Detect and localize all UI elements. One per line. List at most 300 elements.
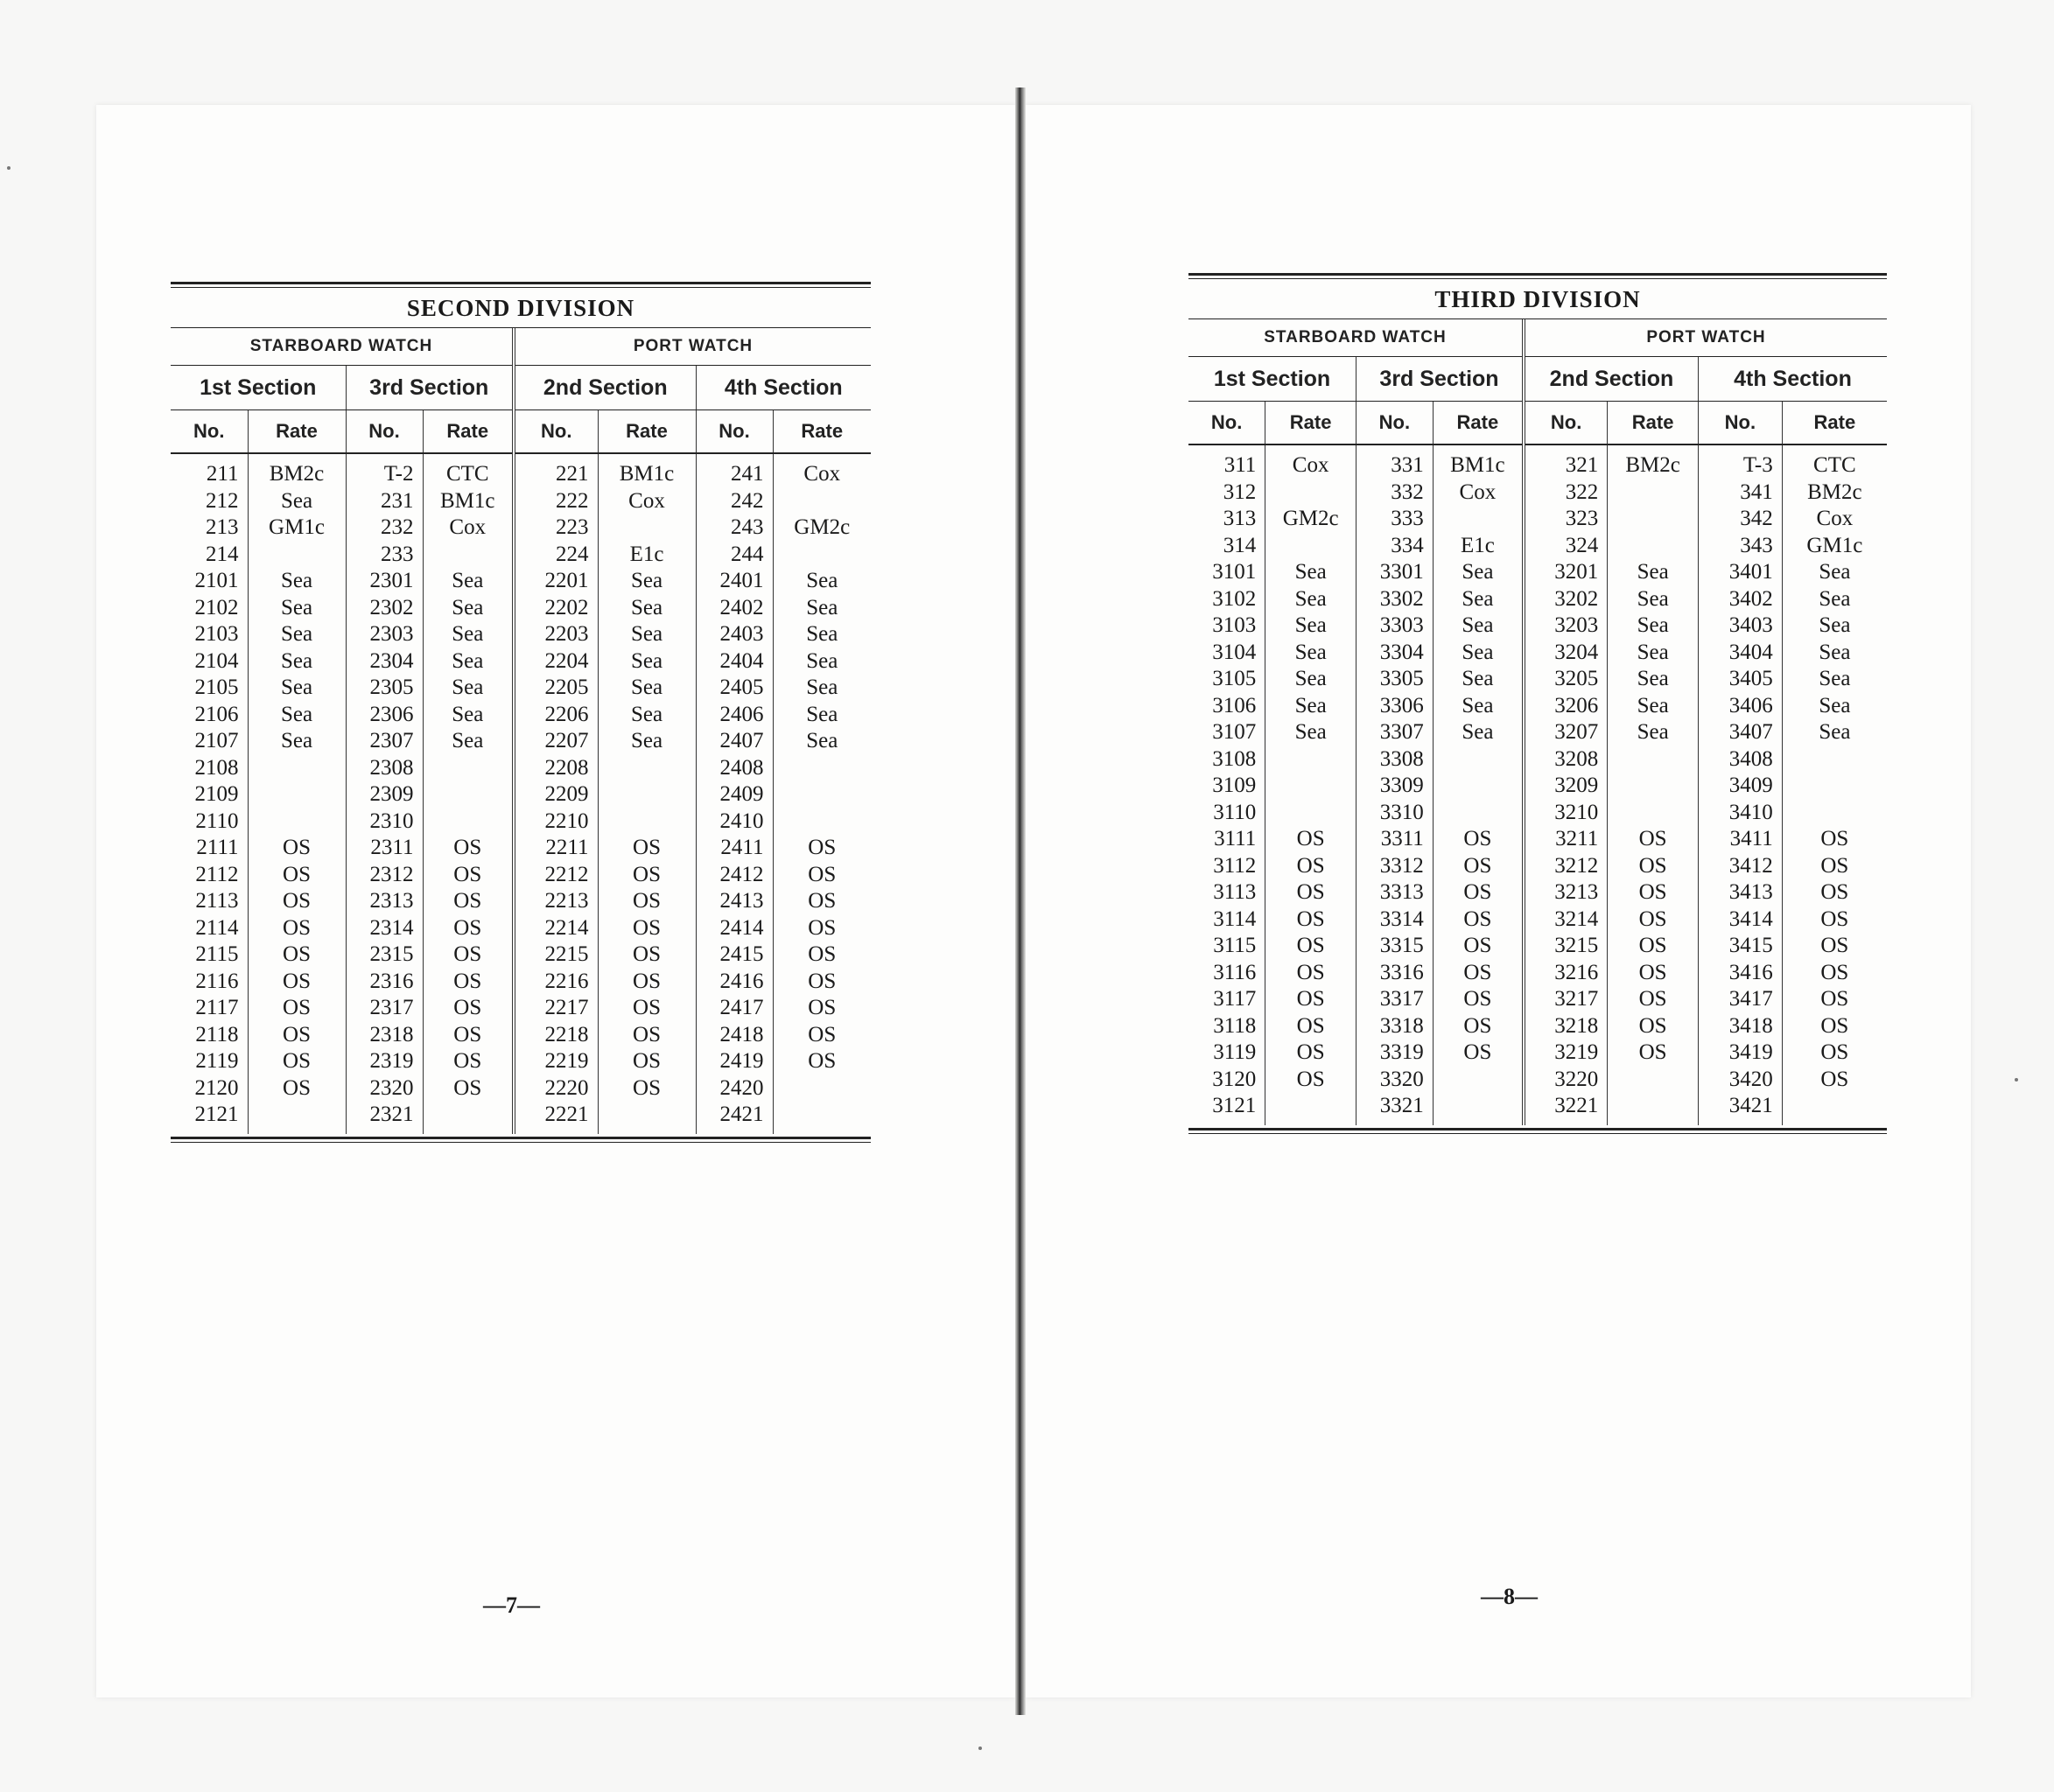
billet-number: 242 (696, 488, 773, 515)
rate-cell: OS (423, 969, 514, 996)
rate-cell: Sea (598, 648, 696, 676)
rate-cell: Sea (1433, 640, 1524, 667)
billet-number: 2416 (696, 969, 773, 996)
rate-cell (1608, 506, 1699, 533)
rate-cell: OS (1265, 1013, 1356, 1040)
billet-number: 3417 (1698, 986, 1782, 1013)
billet-number: 3317 (1356, 986, 1434, 1013)
col-no-header: No. (171, 410, 248, 454)
billet-number: 2302 (346, 595, 423, 622)
rate-cell: OS (1265, 853, 1356, 880)
billet-number: 2114 (195, 915, 239, 940)
rate-cell: Sea (1782, 693, 1887, 720)
billet-number: 323 (1524, 506, 1608, 533)
billet-number: 2118 (195, 1022, 239, 1046)
roster-table (171, 328, 871, 1134)
billet-number: 3106 (1212, 693, 1257, 718)
col-no-header: No. (346, 410, 423, 454)
billet-number: 2308 (346, 755, 423, 782)
rate-cell (1608, 533, 1699, 560)
speck (2015, 1078, 2018, 1082)
table-row (171, 995, 871, 1022)
rate-cell: Sea (1433, 693, 1524, 720)
rate-cell: Sea (1608, 640, 1699, 667)
rate-cell: OS (773, 862, 871, 889)
billet-number: 3319 (1356, 1040, 1434, 1067)
table-row (1188, 960, 1887, 987)
rate-cell (1433, 1093, 1524, 1125)
billet-number: 3418 (1698, 1013, 1782, 1040)
rate-cell: Sea (1782, 559, 1887, 586)
rate-cell: OS (598, 995, 696, 1022)
col-no-header: No. (1698, 402, 1782, 445)
billet-number: 2106 (194, 702, 239, 726)
rate-cell: Sea (1265, 559, 1356, 586)
billet-number: 3108 (1212, 746, 1257, 771)
rate-cell: OS (1782, 879, 1887, 906)
rate-cell: OS (423, 835, 514, 862)
billet-number: 2108 (194, 755, 239, 780)
rate-cell: BM1c (1433, 444, 1524, 480)
billet-number: 221 (514, 453, 598, 488)
table-row (1188, 559, 1887, 586)
rate-cell: Sea (1433, 612, 1524, 640)
col-rate-header: Rate (248, 410, 346, 454)
billet-number: 332 (1356, 480, 1434, 507)
rate-cell: Sea (1265, 586, 1356, 613)
bottom-rule-thin (1188, 1133, 1887, 1134)
billet-number: 2105 (194, 676, 239, 700)
division-title: THIRD DIVISION (1188, 279, 1887, 319)
rate-cell: OS (423, 995, 514, 1022)
billet-number: 2403 (696, 621, 773, 648)
rate-cell: GM2c (773, 514, 871, 542)
bottom-rule (1188, 1128, 1887, 1130)
billet-number: 343 (1698, 533, 1782, 560)
billet-number: 311 (1223, 453, 1257, 478)
billet-number: 2409 (696, 781, 773, 808)
rate-cell (598, 808, 696, 836)
billet-number: 212 (206, 488, 239, 513)
billet-number: 3115 (1213, 934, 1257, 958)
rate-cell: OS (248, 1075, 346, 1102)
billet-number: 3304 (1356, 640, 1434, 667)
billet-number: 2104 (194, 648, 239, 673)
rate-cell: OS (1433, 906, 1524, 934)
table-row (171, 568, 871, 595)
rate-cell: OS (773, 995, 871, 1022)
billet-number: 2103 (194, 622, 239, 647)
rate-cell: Sea (1265, 666, 1356, 693)
section-header: 2nd Section (514, 366, 696, 410)
billet-number: 3402 (1698, 586, 1782, 613)
billet-number: 2312 (346, 862, 423, 889)
table-row (1188, 986, 1887, 1013)
billet-number: 312 (1223, 480, 1257, 504)
billet-number: 2121 (194, 1102, 239, 1127)
billet-number: 2201 (514, 568, 598, 595)
table-row (1188, 879, 1887, 906)
rate-cell (773, 1102, 871, 1134)
billet-number: 3215 (1524, 933, 1608, 960)
rate-cell: OS (423, 888, 514, 915)
rate-cell: BM2c (1608, 444, 1699, 480)
col-no-header: No. (1188, 402, 1265, 445)
rate-cell: Sea (248, 621, 346, 648)
rate-cell: Sea (423, 728, 514, 755)
rate-cell: Sea (1433, 586, 1524, 613)
billet-number: 3107 (1212, 720, 1257, 745)
billet-number: 3303 (1356, 612, 1434, 640)
rate-cell: Sea (1608, 719, 1699, 746)
billet-number: 2303 (346, 621, 423, 648)
rate-cell: Sea (248, 595, 346, 622)
billet-number: 3407 (1698, 719, 1782, 746)
billet-number: 3419 (1698, 1040, 1782, 1067)
billet-number: 3218 (1524, 1013, 1608, 1040)
billet-number: 3312 (1356, 853, 1434, 880)
billet-number: 3202 (1524, 586, 1608, 613)
billet-number: 213 (206, 515, 239, 540)
rate-cell (1608, 1067, 1699, 1094)
table-row (171, 1022, 871, 1049)
rate-cell: OS (248, 969, 346, 996)
billet-number: 2215 (514, 942, 598, 969)
billet-number: 3104 (1212, 640, 1257, 664)
rate-cell (1433, 773, 1524, 800)
rate-cell (1265, 773, 1356, 800)
billet-number: 342 (1698, 506, 1782, 533)
billet-number: 2203 (514, 621, 598, 648)
billet-number: 3301 (1356, 559, 1434, 586)
table-row (171, 514, 871, 542)
billet-number: 3210 (1524, 800, 1608, 827)
rate-cell (598, 755, 696, 782)
billet-number: 3203 (1524, 612, 1608, 640)
rate-cell: Sea (773, 675, 871, 702)
billet-number: 2217 (514, 995, 598, 1022)
rate-cell: Sea (598, 702, 696, 729)
billet-number: 3205 (1524, 666, 1608, 693)
billet-number: 2101 (194, 569, 239, 593)
billet-number: 2321 (346, 1102, 423, 1134)
table-row (171, 942, 871, 969)
table-row (1188, 1040, 1887, 1067)
billet-number: 3420 (1698, 1067, 1782, 1094)
billet-number: 2401 (696, 568, 773, 595)
billet-number: 3216 (1524, 960, 1608, 987)
speck (7, 166, 11, 170)
billet-number: 244 (696, 542, 773, 569)
table-row (1188, 826, 1887, 853)
billet-number: 2315 (346, 942, 423, 969)
division-title: SECOND DIVISION (171, 288, 871, 328)
col-no-header: No. (1356, 402, 1434, 445)
billet-number: 3404 (1698, 640, 1782, 667)
rate-cell (423, 1102, 514, 1134)
billet-number: 2419 (696, 1048, 773, 1075)
billet-number: 331 (1356, 444, 1434, 480)
billet-number: 2216 (514, 969, 598, 996)
rate-cell (248, 808, 346, 836)
table-row (171, 621, 871, 648)
rate-cell (248, 755, 346, 782)
rate-cell: OS (1265, 986, 1356, 1013)
billet-number: 3206 (1524, 693, 1608, 720)
rate-cell: OS (1608, 933, 1699, 960)
table-row (171, 1075, 871, 1102)
rate-cell (1782, 746, 1887, 774)
billet-number: 2304 (346, 648, 423, 676)
billet-number: 3114 (1213, 906, 1257, 931)
rate-cell: Sea (1608, 666, 1699, 693)
rate-cell: OS (598, 915, 696, 942)
bottom-rule-thin (171, 1142, 871, 1143)
table-row (1188, 1093, 1887, 1125)
billet-number: 2413 (696, 888, 773, 915)
billet-number: 214 (206, 542, 239, 566)
rate-cell: Sea (1265, 612, 1356, 640)
billet-number: 2110 (195, 808, 239, 833)
col-rate-header: Rate (1608, 402, 1699, 445)
rate-cell: Sea (1433, 719, 1524, 746)
billet-number: 2102 (194, 595, 239, 620)
rate-cell: OS (1265, 960, 1356, 987)
rate-cell: OS (1782, 933, 1887, 960)
billet-number: 2314 (346, 915, 423, 942)
billet-number: 3105 (1212, 667, 1257, 691)
rate-cell (1608, 480, 1699, 507)
rate-cell: Sea (423, 595, 514, 622)
billet-number: 231 (346, 488, 423, 515)
billet-number: 2402 (696, 595, 773, 622)
starboard-watch-header: STARBOARD WATCH (1188, 319, 1524, 357)
rate-cell: Sea (773, 728, 871, 755)
table-row (171, 702, 871, 729)
table-row (171, 542, 871, 569)
port-watch-header: PORT WATCH (1524, 319, 1887, 357)
rate-cell: OS (1608, 906, 1699, 934)
col-no-header: No. (1524, 402, 1608, 445)
rate-cell: Sea (1265, 640, 1356, 667)
rate-cell: OS (423, 942, 514, 969)
billet-number: 2411 (696, 835, 773, 862)
billet-number: 222 (514, 488, 598, 515)
billet-number: 2310 (346, 808, 423, 836)
billet-number: 3410 (1698, 800, 1782, 827)
billet-number: 2405 (696, 675, 773, 702)
rate-cell: Cox (423, 514, 514, 542)
rate-cell: OS (1433, 1040, 1524, 1067)
billet-number: 232 (346, 514, 423, 542)
rate-cell: OS (1608, 986, 1699, 1013)
billet-number: 2313 (346, 888, 423, 915)
billet-number: 3211 (1524, 826, 1608, 853)
billet-number: 2318 (346, 1022, 423, 1049)
section-header: 4th Section (696, 366, 871, 410)
billet-number: 3110 (1213, 800, 1257, 824)
rate-cell: OS (1433, 933, 1524, 960)
rate-cell (1265, 480, 1356, 507)
bottom-rule (171, 1137, 871, 1139)
billet-number: 3217 (1524, 986, 1608, 1013)
rate-cell: OS (1265, 906, 1356, 934)
rate-cell: OS (1433, 1013, 1524, 1040)
billet-number: 2408 (696, 755, 773, 782)
billet-number: 2116 (195, 969, 239, 993)
billet-number: 3414 (1698, 906, 1782, 934)
rate-cell: BM2c (248, 453, 346, 488)
rate-cell: OS (1608, 853, 1699, 880)
rate-cell (423, 755, 514, 782)
rate-cell: OS (248, 888, 346, 915)
table-row (171, 595, 871, 622)
rate-cell (248, 781, 346, 808)
rate-cell: OS (1265, 933, 1356, 960)
billet-number: 313 (1223, 507, 1257, 531)
billet-number: 2115 (195, 942, 239, 967)
billet-number: 2112 (195, 862, 239, 886)
billet-number: 3121 (1212, 1094, 1257, 1118)
rate-cell: Cox (1782, 506, 1887, 533)
billet-number: 2418 (696, 1022, 773, 1049)
billet-number: 3308 (1356, 746, 1434, 774)
billet-number: 3101 (1212, 560, 1257, 584)
billet-number: 2206 (514, 702, 598, 729)
rate-cell: OS (248, 1022, 346, 1049)
billet-number: 3119 (1213, 1040, 1257, 1065)
billet-number: 2417 (696, 995, 773, 1022)
rate-cell: OS (598, 1075, 696, 1102)
billet-number: 3316 (1356, 960, 1434, 987)
rate-cell: OS (1608, 1040, 1699, 1067)
section-header: 4th Section (1698, 357, 1887, 402)
billet-number: 334 (1356, 533, 1434, 560)
billet-number: 3204 (1524, 640, 1608, 667)
rate-cell (423, 542, 514, 569)
table-row (1188, 800, 1887, 827)
billet-number: 2209 (514, 781, 598, 808)
rate-cell: Cox (1433, 480, 1524, 507)
rate-cell: OS (1782, 1013, 1887, 1040)
rate-cell: OS (423, 1022, 514, 1049)
table-row (1188, 612, 1887, 640)
billet-number: 3305 (1356, 666, 1434, 693)
billet-number: T-3 (1698, 444, 1782, 480)
billet-number: 2319 (346, 1048, 423, 1075)
rate-cell (423, 808, 514, 836)
col-rate-header: Rate (1265, 402, 1356, 445)
billet-number: 2317 (346, 995, 423, 1022)
rate-cell: Sea (1782, 612, 1887, 640)
table-row (1188, 480, 1887, 507)
rate-cell: OS (248, 995, 346, 1022)
starboard-watch-header: STARBOARD WATCH (171, 328, 514, 366)
table-row (1188, 906, 1887, 934)
rate-cell: OS (773, 835, 871, 862)
col-no-header: No. (696, 410, 773, 454)
col-rate-header: Rate (423, 410, 514, 454)
rate-cell: OS (1433, 853, 1524, 880)
table-row (171, 453, 871, 488)
billet-number: 3408 (1698, 746, 1782, 774)
table-row (1188, 693, 1887, 720)
rate-cell: Sea (1782, 640, 1887, 667)
rate-cell: Sea (248, 648, 346, 676)
rate-cell: E1c (1433, 533, 1524, 560)
billet-number: 2404 (696, 648, 773, 676)
billet-number: 3120 (1212, 1067, 1257, 1091)
billet-number: 3406 (1698, 693, 1782, 720)
rate-cell (773, 755, 871, 782)
billet-number: 3421 (1698, 1093, 1782, 1125)
billet-number: 3103 (1212, 613, 1257, 638)
rate-cell: Sea (598, 595, 696, 622)
rate-cell (1433, 1067, 1524, 1094)
billet-number: 321 (1524, 444, 1608, 480)
rate-cell: OS (248, 942, 346, 969)
billet-number: 3212 (1524, 853, 1608, 880)
rate-cell: OS (598, 835, 696, 862)
billet-number: 243 (696, 514, 773, 542)
billet-number: 3111 (1214, 827, 1257, 851)
rate-cell: Sea (1265, 719, 1356, 746)
rate-cell: OS (248, 835, 346, 862)
billet-number: 2204 (514, 648, 598, 676)
table-row (171, 969, 871, 996)
billet-number: 2412 (696, 862, 773, 889)
rate-cell: Sea (248, 488, 346, 515)
table-row (1188, 506, 1887, 533)
top-rule (171, 282, 871, 284)
rate-cell: OS (423, 915, 514, 942)
rate-cell (773, 488, 871, 515)
billet-number: 2107 (194, 729, 239, 753)
table-row (1188, 533, 1887, 560)
rate-cell: OS (1782, 826, 1887, 853)
billet-number: 3416 (1698, 960, 1782, 987)
billet-number: 2410 (696, 808, 773, 836)
table-row (171, 755, 871, 782)
rate-cell: Sea (1782, 586, 1887, 613)
rate-cell (773, 808, 871, 836)
rate-cell: CTC (1782, 444, 1887, 480)
billet-number: 2210 (514, 808, 598, 836)
rate-cell (1433, 506, 1524, 533)
billet-number: 341 (1698, 480, 1782, 507)
rate-cell: Sea (1782, 666, 1887, 693)
roster-table (1188, 319, 1887, 1125)
rate-cell (248, 1102, 346, 1134)
table-row (171, 808, 871, 836)
section-header: 3rd Section (1356, 357, 1525, 402)
billet-number: 2111 (196, 836, 239, 860)
billet-number: 3302 (1356, 586, 1434, 613)
rate-cell: OS (248, 915, 346, 942)
billet-number: 223 (514, 514, 598, 542)
page-number: —8— (1481, 1584, 1538, 1609)
billet-number: 3209 (1524, 773, 1608, 800)
billet-number: 2407 (696, 728, 773, 755)
billet-number: 314 (1223, 533, 1257, 557)
billet-number: 3311 (1356, 826, 1434, 853)
rate-cell (1782, 1093, 1887, 1125)
billet-number: 3207 (1524, 719, 1608, 746)
billet-number: 3318 (1356, 1013, 1434, 1040)
table-row (171, 488, 871, 515)
billet-number: 3220 (1524, 1067, 1608, 1094)
table-row (1188, 1067, 1887, 1094)
